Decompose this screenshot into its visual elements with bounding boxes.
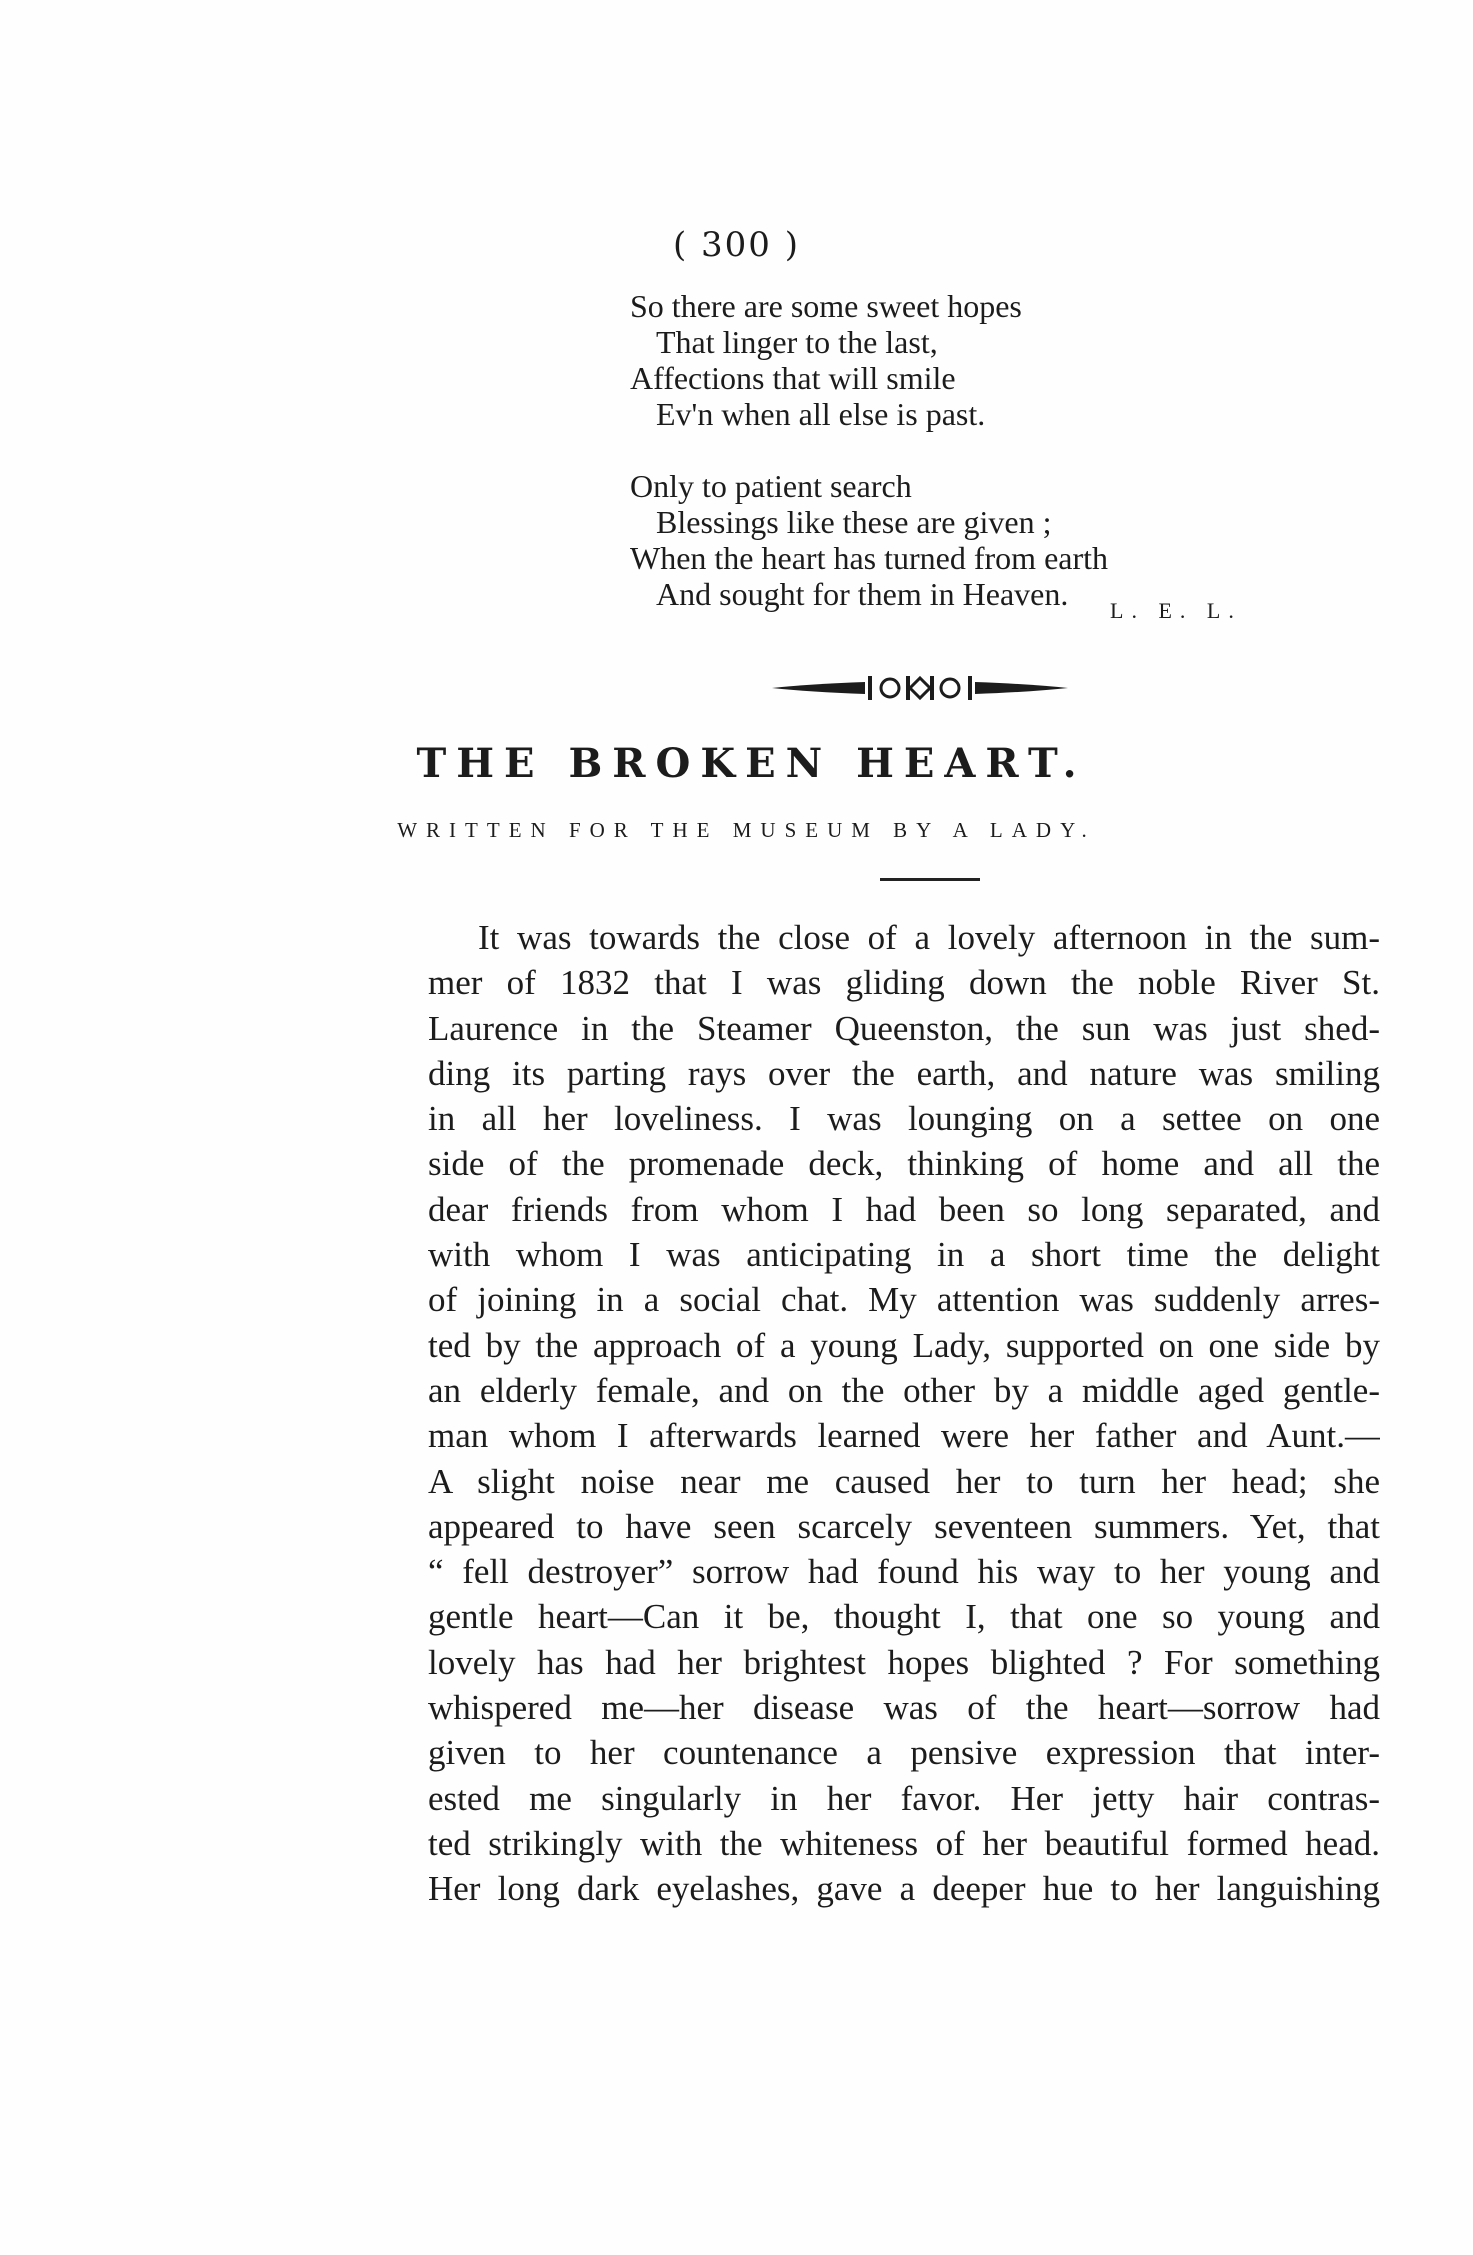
body-line: side of the promenade deck, thinking of home and all the: [428, 1144, 1380, 1184]
body-line: ested me singularly in her favor. Her jetty hair contras-: [428, 1778, 1380, 1818]
title-rule: [880, 878, 980, 881]
poem-line: Affections that will smile: [630, 360, 956, 396]
body-line: an elderly female, and on the other by a middle aged gentle-: [428, 1370, 1380, 1410]
poem-line: Blessings like these are given ;: [656, 504, 1052, 540]
body-line: in all her loveliness. I was lounging on a settee on one: [428, 1099, 1380, 1139]
poem-signature: L. E. L.: [1110, 598, 1242, 623]
poem-line: Ev'n when all else is past.: [656, 396, 986, 432]
ornamental-divider-icon: [770, 670, 1070, 706]
poem-line: And sought for them in Heaven.: [656, 576, 1069, 612]
article-body: [428, 915, 1380, 1912]
article-title: THE BROKEN HEART.: [416, 740, 1087, 787]
poem-stanza: [630, 288, 1330, 432]
body-line: Her long dark eyelashes, gave a deeper hue to her languishing: [428, 1869, 1380, 1909]
article-subtitle: WRITTEN FOR THE MUSEUM BY A LADY.: [397, 818, 1096, 842]
body-line: ding its parting rays over the earth, and nature was smiling: [428, 1053, 1380, 1093]
body-line: dear friends from whom I had been so long separated, and: [428, 1189, 1380, 1229]
body-line: with whom I was anticipating in a short time the delight: [428, 1235, 1380, 1275]
body-line: appeared to have seen scarcely seventeen summers. Yet, that: [428, 1506, 1380, 1546]
poem-line: That linger to the last,: [656, 324, 938, 360]
body-line: lovely has had her brightest hopes blighted ? For something: [428, 1642, 1380, 1682]
body-line: gentle heart—Can it be, thought I, that one so young and: [428, 1597, 1380, 1637]
body-line: Laurence in the Steamer Queenston, the sun was just shed-: [428, 1008, 1380, 1048]
body-line: whispered me—her disease was of the heart—sorrow had: [428, 1688, 1380, 1728]
poem-line: When the heart has turned from earth: [630, 540, 1109, 576]
poem-line: So there are some sweet hopes: [630, 288, 1022, 324]
body-line: mer of 1832 that I was gliding down the noble River St.: [428, 963, 1380, 1003]
body-line: A slight noise near me caused her to turn her head; she: [428, 1461, 1380, 1501]
body-line: given to her countenance a pensive expression that inter-: [428, 1733, 1380, 1773]
page-number: ( 300 ): [672, 225, 801, 265]
body-line: of joining in a social chat. My attention was suddenly arres-: [428, 1280, 1380, 1320]
body-line: man whom I afterwards learned were her father and Aunt.—: [428, 1416, 1380, 1456]
body-line: “ fell destroyer” sorrow had found his way to her young and: [428, 1552, 1380, 1592]
body-line: ted strikingly with the whiteness of her beautiful formed head.: [428, 1823, 1380, 1863]
poem-line: Only to patient search: [630, 468, 912, 504]
body-line: It was towards the close of a lovely afternoon in the sum-: [478, 918, 1380, 957]
poem: [630, 288, 1330, 648]
poem-stanza: [630, 468, 1330, 612]
body-line: ted by the approach of a young Lady, supported on one side by: [428, 1325, 1380, 1365]
